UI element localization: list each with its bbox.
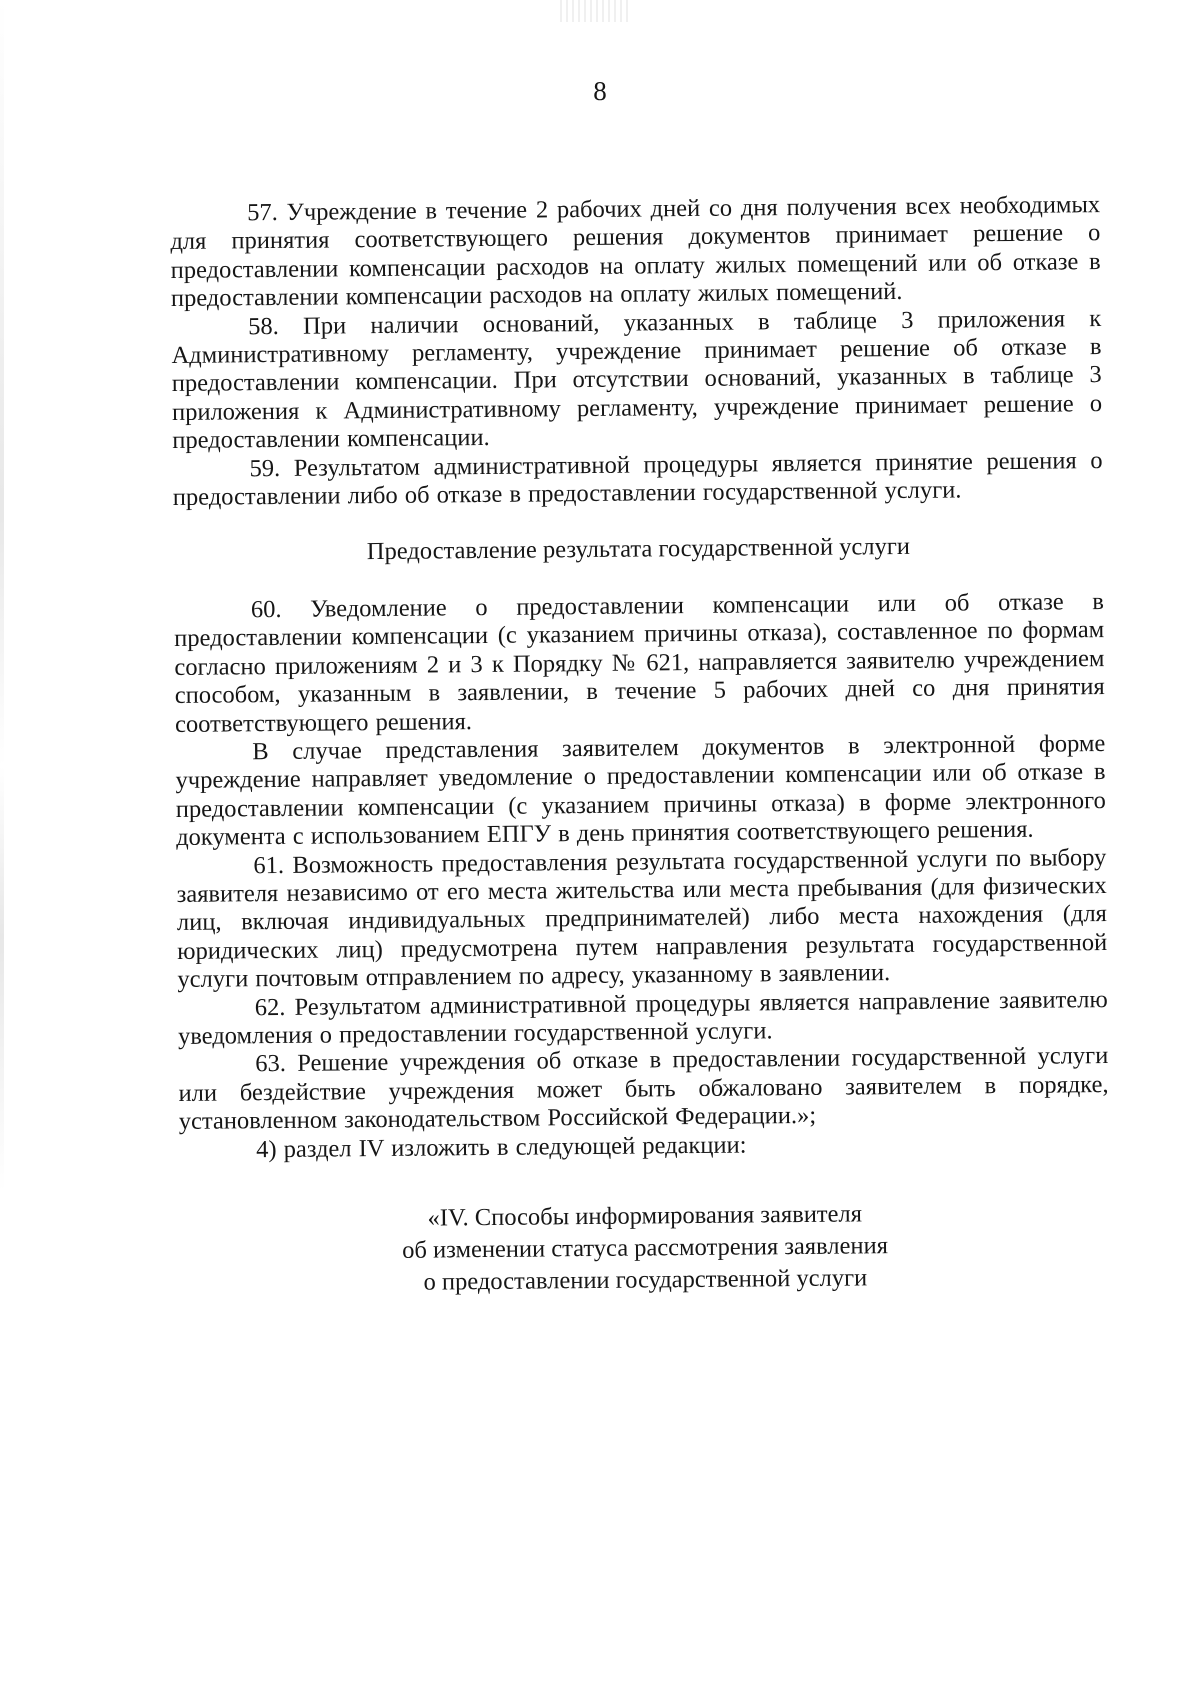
paragraph-57: 57. Учреждение в течение 2 рабочих дней со дня получения всех необходимых для принятия соответствующего решения документов принимает решение о предоставлении компенсации расходов на оплату жилых помещений или об отказе в предоставлении компенсации расходов на оплату жилых помещений. [170, 191, 1101, 313]
section-iv-title [180, 1196, 1111, 1301]
section-title-line: об изменении статуса рассмотрения заявления [402, 1232, 889, 1264]
paragraph-59: 59. Результатом административной процедуры является принятие решения о предоставлении либо об отказе в предоставлении государственной услуги. [172, 446, 1103, 512]
page-number: 8 [593, 76, 607, 106]
section-title-line: о предоставлении государственной услуги [423, 1264, 868, 1296]
paragraph-60-electronic: В случае представления заявителем документов в электронной форме учреждение направляет уведомление о предоставлении компенсации или об отказе в предоставлении компенсации (с указанием причины отказа) в форме электронного документа с использованием ЕПГУ в день принятия соответствующего решения. [175, 729, 1106, 852]
paragraph-60: 60. Уведомление о предоставлении компенсации или об отказе в предоставлении компенсации (с указанием причины отказа), составленное по формам согласно приложениям 2 и 3 к Порядку № 621, направляется заявителю учреждением способом, указанным в заявлении, в течение 5 рабочих дней со дня принятия соответствующего решения. [174, 587, 1105, 738]
paragraph-62: 62. Результатом административной процедуры является направление заявителю уведомления о предоставлении государственной услуги. [177, 985, 1108, 1050]
paragraph-63: 63. Решение учреждения об отказе в предоставлении государственной услуги или бездействие учреждения может быть обжаловано заявителем в порядке, установленном законодательством Российской Федерации.»; [178, 1042, 1109, 1136]
paragraph-58: 58. При наличии оснований, указанных в таблице 3 приложения к Административному регламенту, учреждение принимает решение об отказе в предоставлении компенсации. При отсутствии оснований, указанных в таблице 3 приложения к Административному регламенту, учреждение принимает решение о предоставлении компенсации. [171, 304, 1103, 455]
subheading-result: Предоставление результата государственной услуги [366, 533, 911, 566]
document-body [170, 191, 1111, 1301]
scan-artifact [560, 0, 630, 22]
scan-edge-shadow [0, 0, 4, 1702]
paragraph-item-4: 4) раздел IV изложить в следующей редакции: [255, 1131, 747, 1163]
section-title-line: «IV. Способы информирования заявителя [427, 1200, 863, 1232]
paragraph-61: 61. Возможность предоставления результата государственной услуги по выбору заявителя независимо от его места жительства или места пребывания (для физических лиц, включая индивидуальных предпринимателей) либо места нахождения (для юридических лиц) предусмотрена путем направления результата государственной услуги почтовым отправлением по адресу, указанному в заявлении. [176, 843, 1108, 994]
